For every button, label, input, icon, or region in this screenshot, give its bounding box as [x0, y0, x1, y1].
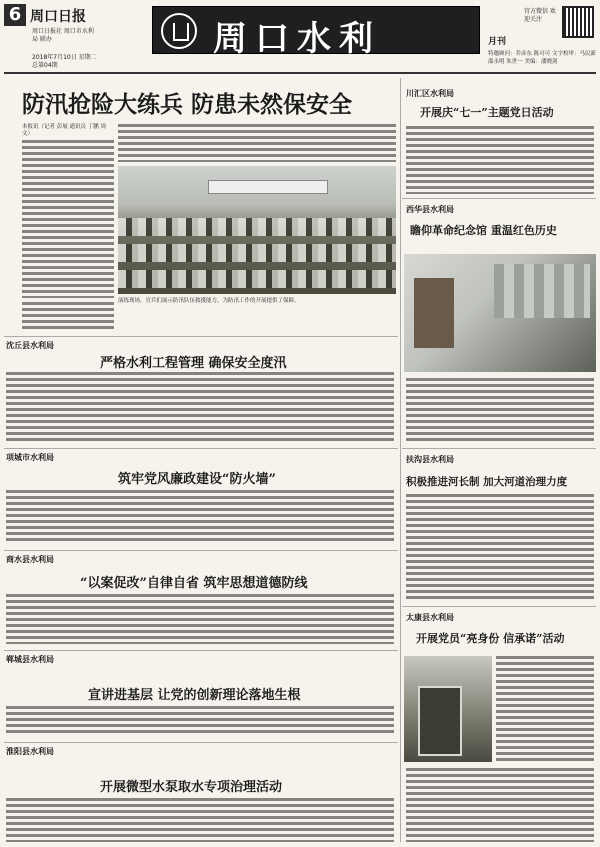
county-label-fugou: 扶沟县水利局 — [406, 455, 454, 464]
photo-exhibit-wall — [494, 264, 590, 318]
body-taikang-side — [496, 656, 594, 762]
section-rule — [4, 550, 398, 551]
headline-xihua: 瞻仰革命纪念馆 重温红色历史 — [410, 224, 557, 237]
water-bureau-logo-icon — [161, 13, 197, 49]
photo-banner — [208, 180, 328, 194]
issue-number: 总第04期 — [32, 62, 58, 69]
county-label-huaiyang: 淮阳县水利局 — [6, 747, 54, 756]
headline-fugou: 积极推进河长制 加大河道治理力度 — [406, 476, 568, 488]
masthead-rule — [4, 72, 596, 74]
paper-name: 周口日报 — [30, 9, 86, 25]
body-shangshui — [6, 594, 394, 644]
masthead — [4, 4, 596, 70]
body-yuncheng — [6, 706, 394, 736]
headline-shangshui: “以案促改”自律自省 筑牢思想道德防线 — [80, 576, 308, 591]
section-rule — [402, 198, 596, 199]
photo-exhibit-board — [414, 278, 454, 348]
page-number: 6 — [4, 4, 26, 26]
edition-type: 月刊 — [488, 37, 507, 47]
headline-xiangcheng: 筑牢党风廉政建设“防火墙” — [118, 472, 276, 487]
lead-byline: 本报讯（记者 彭展 通讯员 丁鹏 周文） — [22, 124, 106, 137]
county-label-shenqiu: 沈丘县水利局 — [6, 341, 54, 350]
photo-doorway — [418, 686, 462, 756]
body-chuanhui — [406, 126, 594, 194]
headline-yuncheng: 宣讲进基层 让党的创新理论落地生根 — [88, 688, 301, 703]
county-label-xiangcheng: 项城市水利局 — [6, 453, 54, 462]
editors-credits: 特邀顾问：乔彦东 陈可可 文字校审：马民新 邵永明 朱世一 美编：潘晓剑 — [488, 51, 596, 65]
body-fugou — [406, 494, 594, 602]
section-rule — [402, 448, 596, 449]
photo-crowd-row — [118, 244, 396, 262]
qr-code-icon[interactable] — [562, 6, 594, 38]
body-xihua — [406, 378, 594, 442]
section-rule — [402, 606, 596, 607]
county-label-yuncheng: 郸城县水利局 — [6, 655, 54, 664]
banner-title: 周口水利 — [213, 19, 381, 59]
issue-date: 2018年7月10日 星期二 — [32, 54, 97, 61]
photo-crowd-row — [118, 218, 396, 236]
section-rule — [4, 336, 398, 337]
section-rule — [4, 448, 398, 449]
lead-body-col1b — [22, 302, 114, 332]
photo-party-member — [404, 656, 492, 762]
section-rule — [4, 742, 398, 743]
lead-photo-drill — [118, 166, 396, 294]
body-huaiyang — [6, 798, 394, 842]
headline-huaiyang: 开展微型水泵取水专项治理活动 — [100, 780, 283, 795]
body-taikang — [406, 768, 594, 842]
headline-shenqiu: 严格水利工程管理 确保安全度汛 — [100, 356, 287, 371]
photo-crowd-row — [118, 270, 396, 288]
headline-chuanhui: 开展庆“七一”主题党日活动 — [420, 106, 554, 119]
lead-headline: 防汛抢险大练兵 防患未然保安全 — [22, 91, 353, 118]
lead-body-top — [118, 124, 396, 162]
wechat-label: 官方微信 欢迎关注 — [524, 8, 556, 23]
publisher-line: 周口日报社 周口市水利局 联办 — [32, 28, 94, 43]
county-label-chuanhui: 川汇区水利局 — [406, 89, 454, 98]
body-xiangcheng — [6, 490, 394, 544]
photo-memorial-hall — [404, 254, 596, 372]
headline-taikang: 开展党员“亮身份 信承诺”活动 — [416, 632, 565, 645]
county-label-xihua: 西华县水利局 — [406, 205, 454, 214]
county-label-taikang: 太康县水利局 — [406, 613, 454, 622]
column-divider — [400, 78, 401, 842]
lead-photo-caption: 演练现场，官兵们展示防汛队伍救援能力，为防汛工作的开展提供了保障。 — [118, 298, 300, 304]
masthead-banner — [152, 6, 480, 59]
section-rule — [4, 650, 398, 651]
county-label-shangshui: 商水县水利局 — [6, 555, 54, 564]
lead-body-col1 — [22, 140, 114, 298]
body-shenqiu — [6, 372, 394, 444]
